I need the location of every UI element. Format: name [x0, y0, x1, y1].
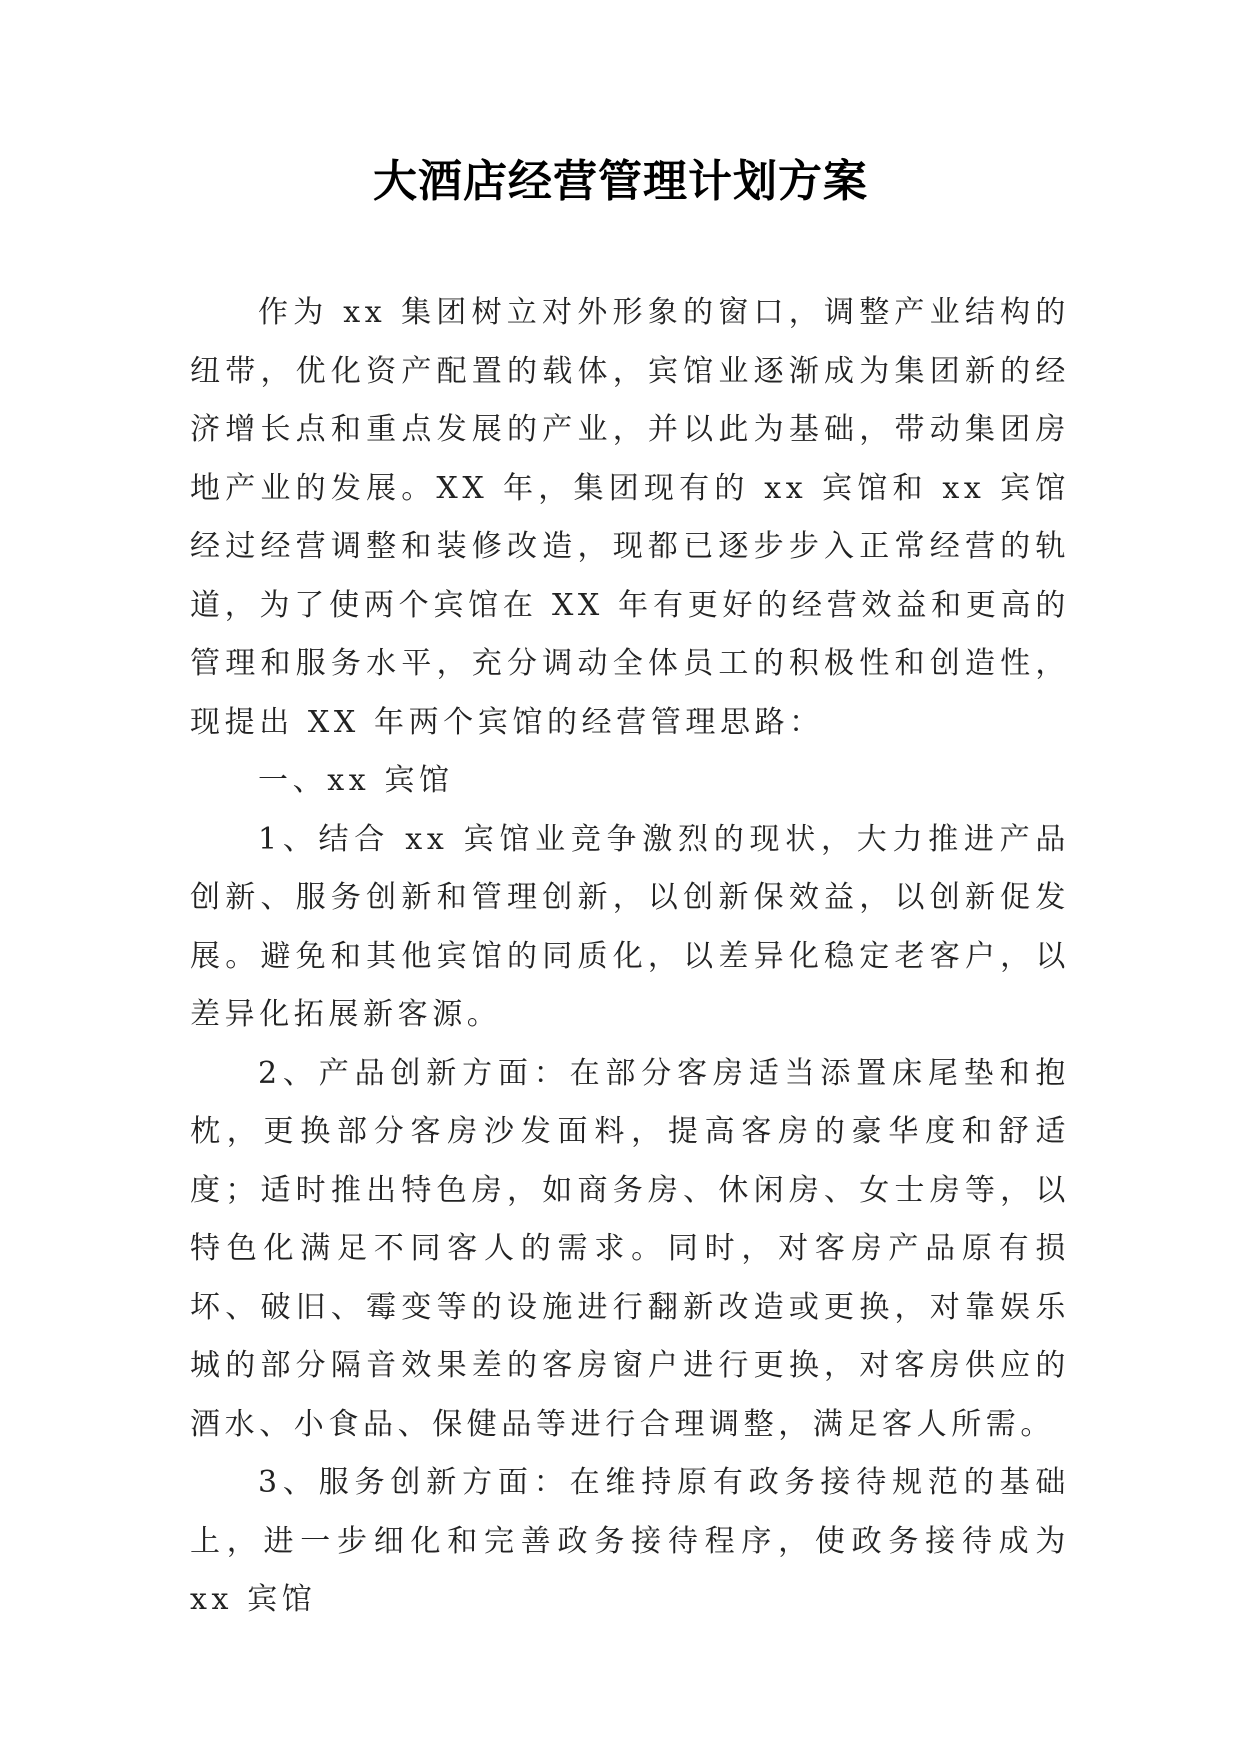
- paragraph-item-3: 3、服务创新方面：在维持原有政务接待规范的基础上，进一步细化和完善政务接待程序，使政务接待成为 xx 宾馆: [190, 1465, 1070, 1617]
- paragraph-intro: 作为 xx 集团树立对外形象的窗口，调整产业结构的纽带，优化资产配置的载体，宾馆业逐渐成为集团新的经济增长点和重点发展的产业，并以此为基础，带动集团房地产业的发展。XX 年，集团现有的 xx 宾馆和 xx 宾馆经过经营调整和装修改造，现都已逐步步入正常经营的轨道，为了使两个宾馆在 XX 年有更好的经营效益和更高的管理和服务水平，充分调动全体员工的积极性和创造性，现提出 XX 年两个宾馆的经营管理思路：: [190, 295, 1070, 740]
- document-body: [190, 284, 1070, 1630]
- section-heading: 一、xx 宾馆: [258, 763, 454, 798]
- paragraph-item-1: 1、结合 xx 宾馆业竞争激烈的现状，大力推进产品创新、服务创新和管理创新，以创新保效益，以创新促发展。避免和其他宾馆的同质化，以差异化稳定老客户，以差异化拓展新客源。: [190, 821, 1070, 1032]
- document-title: 大酒店经营管理计划方案: [373, 156, 868, 207]
- paragraph-item-2: 2、产品创新方面：在部分客房适当添置床尾垫和抱枕，更换部分客房沙发面料，提高客房的豪华度和舒适度；适时推出特色房，如商务房、休闲房、女士房等，以特色化满足不同客人的需求。同时，对客房产品原有损坏、破旧、霉变等的设施进行翻新改造或更换，对靠娱乐城的部分隔音效果差的客房窗户进行更换，对客房供应的酒水、小食品、保健品等进行合理调整，满足客人所需。: [190, 1055, 1070, 1442]
